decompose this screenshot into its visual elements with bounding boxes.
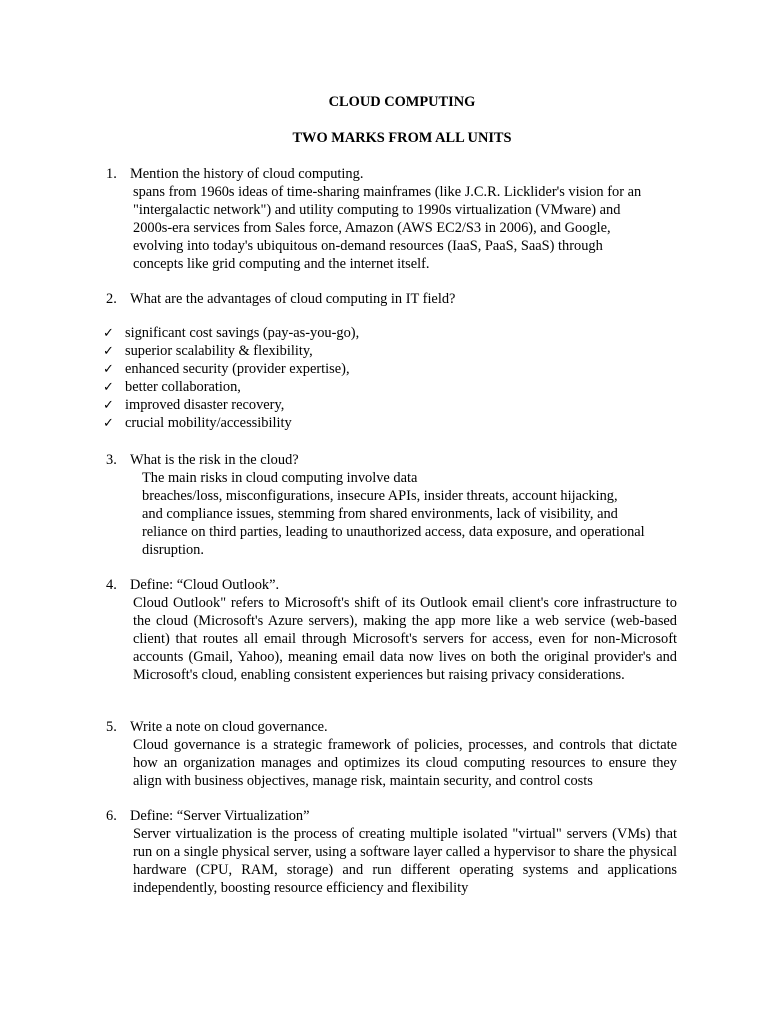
answer-line: 2000s-era services from Sales force, Amazon (AWS EC2/S3 in 2006), and Google,: [133, 220, 611, 236]
answer-6: Server virtualization is the process of creating multiple isolated "virtual" servers (VMs) that run on a single physical server, using a software layer called a hypervisor to share the physical hardware (CPU, RAM, storage) and run different operating systems and applications independently, boosting resource efficiency and flexibility: [133, 826, 677, 896]
question-text: Mention the history of cloud computing.: [130, 166, 364, 182]
question-number: 3.: [106, 452, 117, 468]
question-1: [106, 165, 363, 183]
question-2: [106, 290, 455, 308]
checkmark-icon: ✓: [103, 416, 114, 431]
answer-line: breaches/loss, misconfigurations, insecure APIs, insider threats, account hijacking,: [142, 488, 618, 504]
list-item: ✓ enhanced security (provider expertise),: [103, 361, 350, 377]
list-item: ✓ significant cost savings (pay-as-you-go),: [103, 325, 360, 341]
answer-3: [142, 469, 702, 559]
list-item: ✓ better collaboration,: [103, 379, 241, 395]
answer-line: spans from 1960s ideas of time-sharing mainframes (like J.C.R. Licklider's vision for an: [133, 184, 642, 200]
list-item: ✓ improved disaster recovery,: [103, 397, 285, 413]
list-item: ✓ crucial mobility/accessibility: [103, 415, 292, 431]
question-number: 6.: [106, 808, 117, 824]
answer-line: evolving into today's ubiquitous on-demand resources (IaaS, PaaS, SaaS) through: [133, 238, 603, 254]
document-subtitle: TWO MARKS FROM ALL UNITS: [292, 130, 512, 146]
answer-4: Cloud Outlook" refers to Microsoft's shift of its Outlook email client's core infrastructure to the cloud (Microsoft's Azure servers), making the app more like a web service (web-based client) that routes all email through Microsoft's servers for access, even for non-Microsoft accounts (Gmail, Yahoo), meaning email data now lives on both the original provider's and Microsoft's cloud, enabling consistent experiences but raising privacy considerations.: [133, 595, 677, 683]
question-text: Define: “Cloud Outlook”.: [130, 577, 280, 593]
question-number: 1.: [106, 166, 117, 182]
checkmark-icon: ✓: [103, 326, 114, 341]
question-number: 2.: [106, 291, 117, 307]
question-text: Define: “Server Virtualization”: [130, 808, 310, 824]
answer-line: The main risks in cloud computing involve data: [142, 470, 418, 486]
question-number: 4.: [106, 577, 117, 593]
checkmark-icon: ✓: [103, 362, 114, 377]
document-title: CLOUD COMPUTING: [328, 94, 476, 110]
answer-line: and compliance issues, stemming from shared environments, lack of visibility, and: [142, 506, 618, 522]
answer-line: reliance on third parties, leading to unauthorized access, data exposure, and operational: [142, 524, 645, 540]
question-text: What is the risk in the cloud?: [130, 452, 299, 468]
question-6: [106, 807, 309, 825]
question-3: [106, 451, 299, 469]
question-text: Write a note on cloud governance.: [130, 719, 328, 735]
checkmark-icon: ✓: [103, 380, 114, 395]
question-4: [106, 576, 279, 594]
question-text: What are the advantages of cloud computing in IT field?: [130, 291, 456, 307]
answer-1: [133, 183, 693, 273]
checkmark-icon: ✓: [103, 344, 114, 359]
answer-line: "intergalactic network") and utility computing to 1990s virtualization (VMware) and: [133, 202, 621, 218]
list-item: ✓ superior scalability & flexibility,: [103, 343, 313, 359]
question-number: 5.: [106, 719, 117, 735]
answer-line: concepts like grid computing and the internet itself.: [133, 256, 430, 272]
checkmark-icon: ✓: [103, 398, 114, 413]
answer-line: disruption.: [142, 542, 204, 558]
answer-5: Cloud governance is a strategic framework of policies, processes, and controls that dictate how an organization manages and optimizes its cloud computing resources to ensure they align with business objectives, manage risk, maintain security, and control costs: [133, 737, 677, 789]
question-5: [106, 718, 328, 736]
advantages-list: [103, 324, 359, 432]
